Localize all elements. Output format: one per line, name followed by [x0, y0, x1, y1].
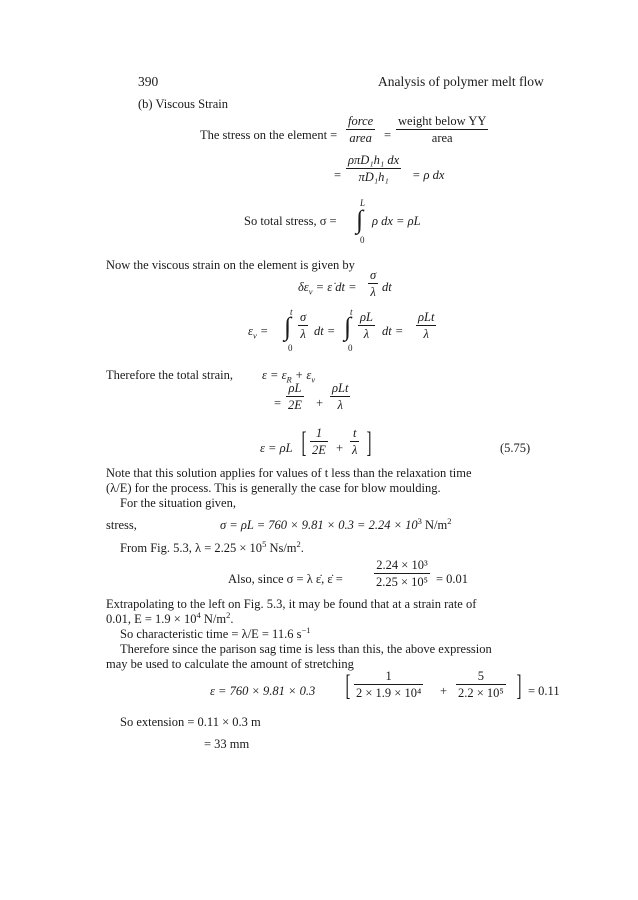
final-strain-result: = 0.11: [528, 684, 560, 698]
fraction-sigma-lambda: $\frac{\sigma}{\lambda}$: [300, 310, 307, 341]
left-bracket: [: [345, 669, 351, 702]
equation-number: (5.75): [500, 441, 531, 455]
characteristic-time-line: So characteristic time = λ/E = 11.6 $s^{-1}$: [120, 624, 311, 641]
fraction-strain-rate: $\frac{\text{2.24 × 10³}}{\text{2.25 × 10⁵}}$: [376, 558, 429, 589]
therefore-line-2: may be used to calculate the amount of stretching: [106, 657, 354, 671]
equals-sign: =: [384, 128, 392, 142]
right-bracket: ]: [366, 426, 372, 459]
fraction-t-lambda: $\frac{t}{\lambda}$: [352, 426, 358, 457]
total-strain-sum: $\varepsilon = \varepsilon_R + \varepsilon_v$: [262, 368, 316, 385]
fraction-force-area: force area: [348, 114, 374, 145]
fraction-1-2E: $\frac{1}{2E}$: [312, 426, 326, 457]
equals-sign: =: [274, 396, 282, 410]
viscous-strain-intro: Now the viscous strain on the element is given by: [106, 258, 355, 272]
note-line-1: Note that this solution applies for values of t less than the relaxation time: [106, 466, 472, 480]
equals-sign: =: [334, 168, 342, 182]
stress-result: = ρ dx: [412, 168, 445, 182]
extension-line: So extension = 0.11 × 0.3 m: [120, 715, 261, 729]
left-bracket: [: [301, 426, 307, 459]
plus-sign: +: [316, 396, 324, 410]
dt-term: dt =: [382, 324, 404, 338]
running-title: Analysis of polymer melt flow: [378, 74, 544, 89]
plus-sign: +: [440, 684, 448, 698]
extension-result: = 33 mm: [204, 737, 250, 751]
therefore-line-1: Therefore since the parison sag time is less than this, the above expression: [120, 642, 492, 656]
strain-expression-lhs: ε = ρL: [260, 441, 293, 455]
page-number: 390: [138, 74, 159, 89]
integral-sign: ∫: [284, 312, 292, 341]
fraction-rhoLt-lambda: ρLt λ: [418, 310, 435, 341]
note-line-3: For the situation given,: [120, 496, 236, 510]
fraction-weight-area: weight below YY area: [398, 114, 487, 145]
total-stress-label: So total stress, σ =: [244, 214, 337, 228]
note-line-2: (λ/E) for the process. This is generally the case for blow moulding.: [106, 481, 441, 495]
section-heading: (b) Viscous Strain: [138, 97, 228, 111]
right-bracket: ]: [516, 669, 522, 702]
integral-upper-limit: L: [360, 198, 366, 208]
integral-sign: ∫: [356, 205, 364, 234]
stress-label: stress,: [106, 518, 137, 532]
integral-lower-limit: 0: [360, 235, 365, 245]
viscous-strain-symbol: $\varepsilon_v$ =: [248, 324, 269, 341]
integral-upper-limit: t: [350, 307, 353, 317]
stress-element-label: The stress on the element =: [200, 128, 338, 142]
viscous-strain-increment: $\delta\varepsilon_v$ = ε̇ dt =: [298, 280, 357, 297]
total-strain-label: Therefore the total strain,: [106, 368, 234, 382]
strain-rate-result: = 0.01: [436, 572, 469, 586]
stress-calculation: $\sigma = \rho L = 760 \times 9.81 \times 0.3 = 2.24 \times 10^3$ $N/m^2$: [220, 515, 452, 532]
fig-reference-line: From Fig. 5.3, $\lambda = 2.25 \times 10^5$ $Ns/m^2$.: [120, 538, 304, 555]
integral-lower-limit: 0: [348, 343, 353, 353]
extrapolation-line-2: 0.01, $E = 1.9 \times 10^4$ $N/m^2$.: [106, 609, 234, 626]
extrapolation-line-1: Extrapolating to the left on Fig. 5.3, it may be found that at a strain rate of: [106, 597, 477, 611]
fraction-sigma-lambda: $\frac{\sigma}{\lambda}$: [370, 268, 377, 299]
integral-sign: ∫: [344, 312, 352, 341]
strain-rate-lhs: Also, since σ = λ ε̇, ε̇ =: [228, 572, 343, 586]
plus-sign: +: [336, 441, 344, 455]
integral-lower-limit: 0: [288, 343, 293, 353]
integral-upper-limit: t: [290, 307, 293, 317]
fraction-final-1: $\frac{1}{\text{2 × 1.9 × 10⁴}}$: [356, 669, 422, 700]
fraction-rhoLt-lambda: ρLt λ: [332, 381, 349, 412]
total-stress-result: ρ dx = ρL: [372, 214, 421, 228]
fraction-rhoL-2E: $\frac{\rho L}{2E}$: [288, 381, 302, 412]
fraction-rhoL-lambda: $\frac{\rho L}{\lambda}$: [360, 310, 373, 341]
dt-term: dt: [382, 280, 392, 294]
dt-term: dt =: [314, 324, 336, 338]
final-strain-lhs: ε = 760 × 9.81 × 0.3: [210, 684, 316, 698]
fraction-density-area: ρπD₁h₁ dx πD₁h₁: [348, 153, 400, 184]
fraction-final-2: $\frac{5}{\text{2.2 × 10⁵}}$: [458, 669, 504, 700]
